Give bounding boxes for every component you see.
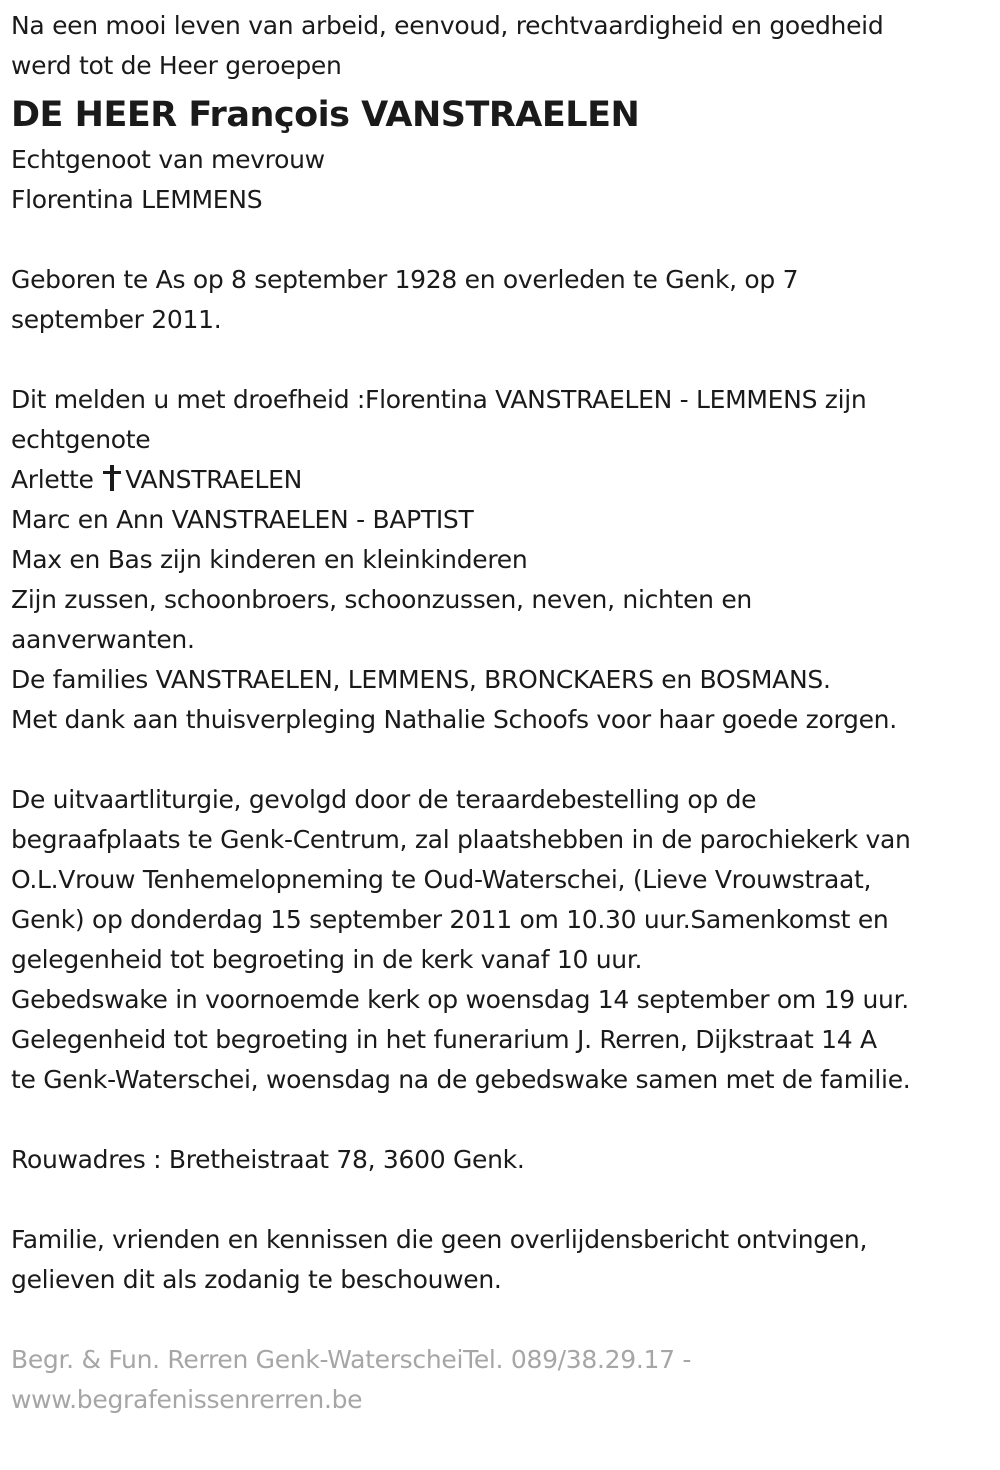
- family-line: Marc en Ann VANSTRAELEN - BAPTIST: [11, 505, 474, 534]
- spouse-line: Florentina LEMMENS: [11, 185, 263, 214]
- ceremony-line: begraafplaats te Genk-Centrum, zal plaatshebben in de parochiekerk van: [11, 825, 911, 854]
- mourning-address: Rouwadres : Bretheistraat 78, 3600 Genk.: [11, 1145, 525, 1174]
- deceased-name-heading: DE HEER François VANSTRAELEN: [11, 95, 640, 135]
- intro-paragraph: [11, 6, 991, 86]
- birth-death-paragraph: [11, 260, 991, 340]
- family-line: echtgenote: [11, 425, 151, 454]
- footer-website: www.begrafenissenrerren.be: [11, 1385, 363, 1414]
- birth-death-line: Geboren te As op 8 september 1928 en overleden te Genk, op 7: [11, 265, 799, 294]
- obituary-document: [11, 6, 991, 1420]
- family-line: Dit melden u met droefheid :Florentina VANSTRAELEN - LEMMENS zijn: [11, 385, 867, 414]
- ceremony-line: De uitvaartliturgie, gevolgd door de teraardebestelling op de: [11, 785, 757, 814]
- notice-line: Familie, vrienden en kennissen die geen overlijdensbericht ontvingen,: [11, 1225, 868, 1254]
- arlette-last-name: VANSTRAELEN: [125, 465, 303, 494]
- birth-death-line: september 2011.: [11, 305, 222, 334]
- footer-line: Begr. & Fun. Rerren Genk-WaterscheiTel. 089/38.29.17 -: [11, 1345, 692, 1374]
- family-line: De families VANSTRAELEN, LEMMENS, BRONCKAERS en BOSMANS.: [11, 665, 831, 694]
- spouse-line: Echtgenoot van mevrouw: [11, 145, 325, 174]
- ceremony-line: Gelegenheid tot begroeting in het funerarium J. Rerren, Dijkstraat 14 A: [11, 1025, 877, 1054]
- intro-line: Na een mooi leven van arbeid, eenvoud, rechtvaardigheid en goedheid: [11, 11, 884, 40]
- family-line: aanverwanten.: [11, 625, 195, 654]
- ceremony-line: Genk) op donderdag 15 september 2011 om 10.30 uur.Samenkomst en: [11, 905, 889, 934]
- intro-line: werd tot de Heer geroepen: [11, 51, 342, 80]
- ceremony-line: O.L.Vrouw Tenhemelopneming te Oud-Waterschei, (Lieve Vrouwstraat,: [11, 865, 872, 894]
- family-line: Met dank aan thuisverpleging Nathalie Schoofs voor haar goede zorgen.: [11, 705, 897, 734]
- ceremony-paragraph: [11, 780, 991, 1100]
- spouse-paragraph: [11, 140, 991, 220]
- arlette-first-name: Arlette: [11, 465, 94, 494]
- family-line-arlette: [11, 460, 991, 500]
- notice-paragraph: [11, 1220, 991, 1300]
- ceremony-line: gelegenheid tot begroeting in de kerk vanaf 10 uur.: [11, 945, 643, 974]
- ceremony-line: te Genk-Waterschei, woensdag na de gebedswake samen met de familie.: [11, 1065, 911, 1094]
- family-line: Max en Bas zijn kinderen en kleinkinderen: [11, 545, 528, 574]
- ceremony-line: Gebedswake in voornoemde kerk op woensdag 14 september om 19 uur.: [11, 985, 909, 1014]
- cross-icon: [103, 465, 121, 491]
- funeral-home-footer: [11, 1340, 991, 1420]
- family-line: Zijn zussen, schoonbroers, schoonzussen, neven, nichten en: [11, 585, 752, 614]
- notice-line: gelieven dit als zodanig te beschouwen.: [11, 1265, 502, 1294]
- family-paragraph: [11, 380, 991, 740]
